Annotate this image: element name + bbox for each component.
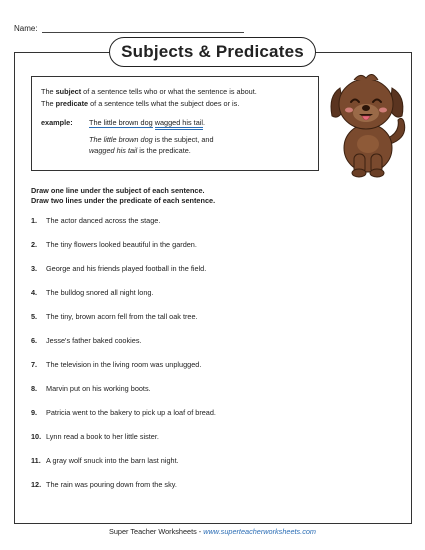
list-item[interactable] [31, 288, 154, 297]
example-row [41, 117, 318, 129]
note-end: is the predicate. [137, 146, 191, 155]
sentence-text[interactable]: Patricia went to the bakery to pick up a loaf of bread. [46, 408, 216, 417]
list-item[interactable] [31, 240, 197, 249]
instructions [31, 186, 215, 206]
note-predicate: wagged his tail [89, 146, 138, 155]
sentence-number: 4. [31, 288, 38, 297]
example-period: . [203, 118, 206, 127]
list-item[interactable] [31, 312, 198, 321]
instruction-line-1: Draw one line under the subject of each sentence. [31, 186, 205, 195]
footer-brand: Super Teacher Worksheets [109, 527, 197, 536]
sentence-text[interactable]: A gray wolf snuck into the barn last night. [46, 456, 179, 465]
sentence-number: 7. [31, 360, 38, 369]
footer [0, 527, 425, 536]
list-item[interactable] [31, 216, 160, 225]
puppy-illustration-icon [324, 66, 412, 178]
sentence-text[interactable]: Jesse's father baked cookies. [46, 336, 142, 345]
example-subject: The little brown dog [89, 118, 153, 127]
sentence-number: 6. [31, 336, 38, 345]
sentence-text[interactable]: The tiny flowers looked beautiful in the garden. [46, 240, 197, 249]
instruction-line-2: Draw two lines under the predicate of each sentence. [31, 196, 216, 205]
page-title: Subjects & Predicates [121, 42, 304, 61]
list-item[interactable] [31, 456, 179, 465]
definition-box [31, 76, 319, 171]
predicate-def-post: of a sentence tells what the subject does or is. [88, 99, 240, 108]
name-line[interactable] [42, 25, 244, 33]
sentence-number: 9. [31, 408, 38, 417]
name-label: Name: [14, 24, 38, 33]
list-item[interactable] [31, 432, 159, 441]
list-item[interactable] [31, 384, 151, 393]
list-item[interactable] [31, 408, 216, 417]
example-predicate: wagged his tail [155, 118, 203, 130]
sentence-number: 8. [31, 384, 38, 393]
title-banner [109, 37, 316, 67]
sentence-number: 10. [31, 432, 42, 441]
note-subject: The little brown dog [89, 135, 153, 144]
predicate-def-pre: The [41, 99, 56, 108]
sentence-number: 3. [31, 264, 38, 273]
sentence-number: 12. [31, 480, 42, 489]
sentence-text[interactable]: The rain was pouring down from the sky. [46, 480, 177, 489]
predicate-definition [41, 98, 318, 110]
example-sentence [89, 117, 205, 129]
list-item[interactable] [31, 480, 177, 489]
sentence-text[interactable]: The bulldog snored all night long. [46, 288, 154, 297]
name-row [14, 24, 244, 33]
footer-separator: - [196, 527, 204, 536]
sentence-text[interactable]: The tiny, brown acorn fell from the tall oak tree. [46, 312, 198, 321]
footer-url-link[interactable]: www.superteacherworksheets.com [203, 527, 316, 536]
predicate-term: predicate [55, 99, 89, 108]
sentence-number: 11. [31, 456, 41, 465]
list-item[interactable] [31, 360, 201, 369]
example-label: example: [41, 118, 73, 127]
list-item[interactable] [31, 264, 206, 273]
note-mid: is the subject, and [152, 135, 214, 144]
example-note [89, 134, 318, 156]
sentence-text[interactable]: George and his friends played football in the field. [46, 264, 207, 273]
subject-definition [41, 86, 318, 98]
subject-term: subject [55, 87, 82, 96]
sentence-text[interactable]: Lynn read a book to her little sister. [46, 432, 159, 441]
sentence-number: 2. [31, 240, 38, 249]
sentence-text[interactable]: Marvin put on his working boots. [46, 384, 151, 393]
list-item[interactable] [31, 336, 142, 345]
sentence-number: 5. [31, 312, 38, 321]
sentence-number: 1. [31, 216, 38, 225]
sentence-text[interactable]: The television in the living room was unplugged. [46, 360, 202, 369]
subject-def-post: of a sentence tells who or what the sentence is about. [81, 87, 257, 96]
subject-def-pre: The [41, 87, 56, 96]
sentence-text[interactable]: The actor danced across the stage. [46, 216, 161, 225]
